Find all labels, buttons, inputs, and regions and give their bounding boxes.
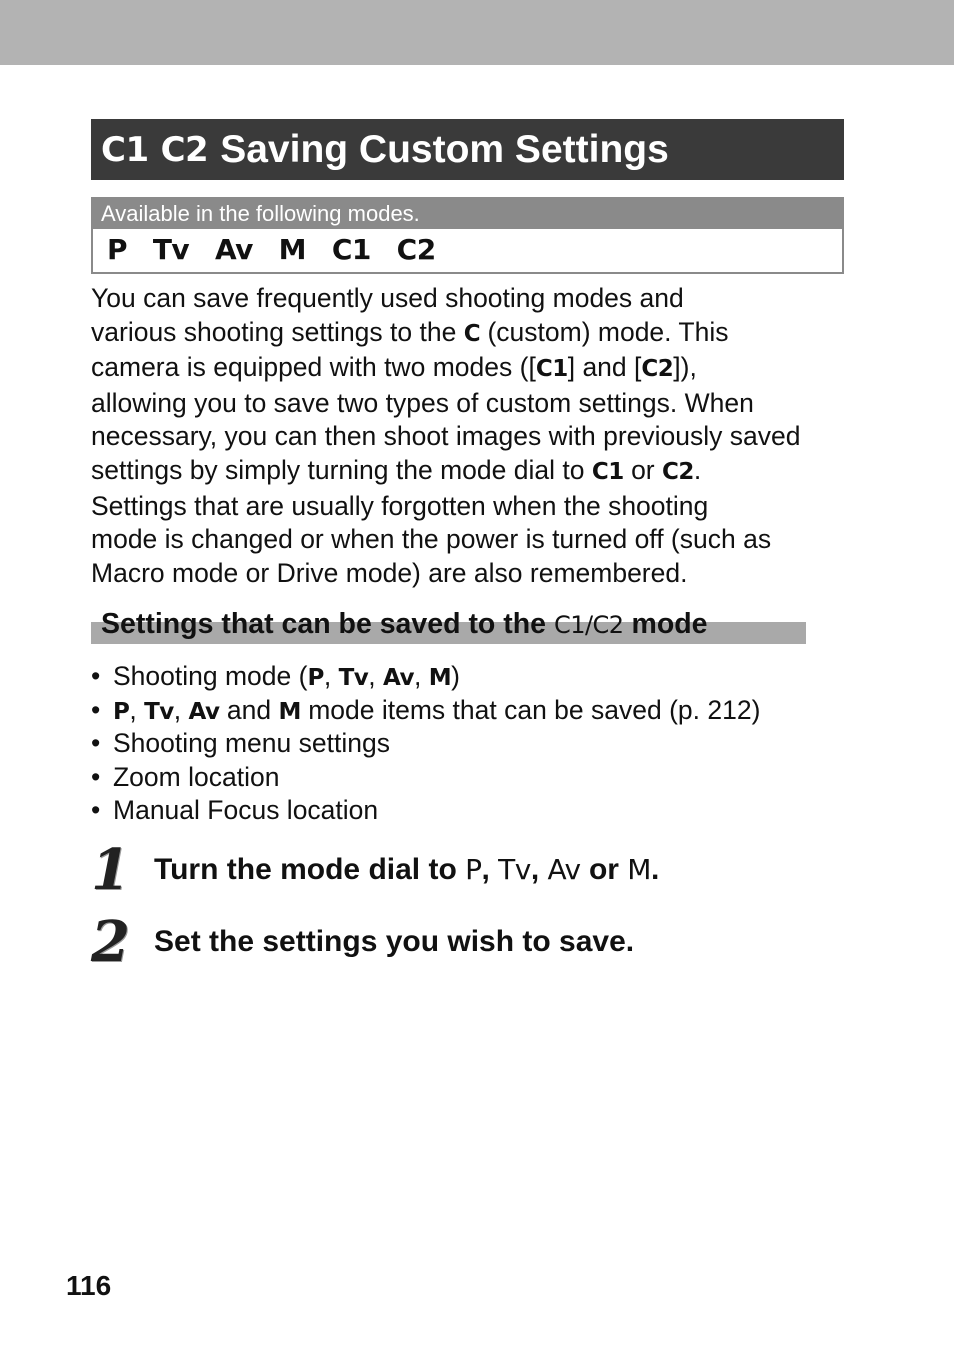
- av-mode-icon: Av: [188, 698, 220, 725]
- m-mode-icon: M: [278, 233, 307, 266]
- c1-mode-icon: C1: [535, 356, 568, 383]
- top-header-bar: [0, 0, 954, 65]
- tv-mode-icon: Tv: [338, 665, 369, 691]
- step-number: 2: [91, 909, 130, 975]
- step-text: Turn the mode dial to P, Tv, Av or M.: [154, 853, 660, 886]
- c2-mode-icon: C2: [160, 129, 209, 170]
- c1-mode-icon: C1: [591, 458, 624, 485]
- av-mode-icon: Av: [382, 665, 414, 691]
- intro-line: settings by simply turning the mode dial to C1 or C2.: [91, 454, 702, 485]
- page-title-text: Saving Custom Settings: [220, 127, 669, 171]
- p-mode-icon: P: [465, 853, 482, 886]
- av-mode-icon: Av: [547, 853, 581, 886]
- step-2: [91, 909, 635, 975]
- intro-line: mode is changed or when the power is turned off (such as: [91, 524, 772, 555]
- m-mode-icon: M: [627, 853, 651, 886]
- c2-mode-icon: C2: [662, 458, 694, 485]
- c2-mode-icon: C2: [396, 233, 436, 266]
- available-modes-box: [91, 197, 844, 274]
- available-modes-list: [93, 229, 842, 271]
- intro-line: Macro mode or Drive mode) are also remembered.: [91, 557, 688, 588]
- list-item: • Manual Focus location: [91, 795, 379, 826]
- page-title: [91, 119, 844, 180]
- p-mode-icon: P: [107, 233, 128, 266]
- c-mode-icon: C: [463, 320, 481, 347]
- intro-paragraph: [91, 282, 851, 590]
- c2-mode-icon: C2: [641, 356, 674, 383]
- tv-mode-icon: Tv: [152, 233, 190, 266]
- intro-line: You can save frequently used shooting modes and: [91, 283, 684, 313]
- available-modes-header: Available in the following modes.: [93, 199, 842, 229]
- step-1: [91, 837, 660, 903]
- intro-line: Settings that are usually forgotten when the shooting: [91, 490, 709, 521]
- step-number: 1: [91, 837, 130, 903]
- c1-mode-icon: C1: [331, 233, 371, 266]
- p-mode-icon: P: [113, 698, 130, 725]
- m-mode-icon: M: [428, 665, 452, 691]
- section-heading: Settings that can be saved to the C1/C2 mode: [91, 604, 806, 644]
- list-item: • Shooting menu settings: [91, 728, 390, 759]
- tv-mode-icon: Tv: [498, 853, 531, 886]
- list-item: • P, Tv, Av and M mode items that can be saved (p. 212): [91, 694, 761, 725]
- list-item: • Shooting mode (P, Tv, Av, M): [91, 661, 460, 691]
- step-text: Set the settings you wish to save.: [154, 925, 635, 958]
- c1-mode-icon: C1: [101, 129, 149, 170]
- c1-c2-mode-icon: C1/C2: [553, 611, 624, 639]
- p-mode-icon: P: [307, 665, 324, 691]
- page-number: 116: [66, 1270, 112, 1301]
- intro-line: necessary, you can then shoot images with previously saved: [91, 421, 801, 452]
- intro-line: camera is equipped with two modes ([C1] and [C2]),: [91, 352, 697, 383]
- list-item: • Zoom location: [91, 761, 280, 792]
- intro-line: various shooting settings to the C (custom) mode. This: [91, 316, 729, 347]
- saved-settings-list: [91, 660, 871, 828]
- intro-line: allowing you to save two types of custom settings. When: [91, 387, 754, 418]
- tv-mode-icon: Tv: [144, 698, 174, 725]
- m-mode-icon: M: [278, 698, 301, 725]
- av-mode-icon: Av: [214, 233, 253, 266]
